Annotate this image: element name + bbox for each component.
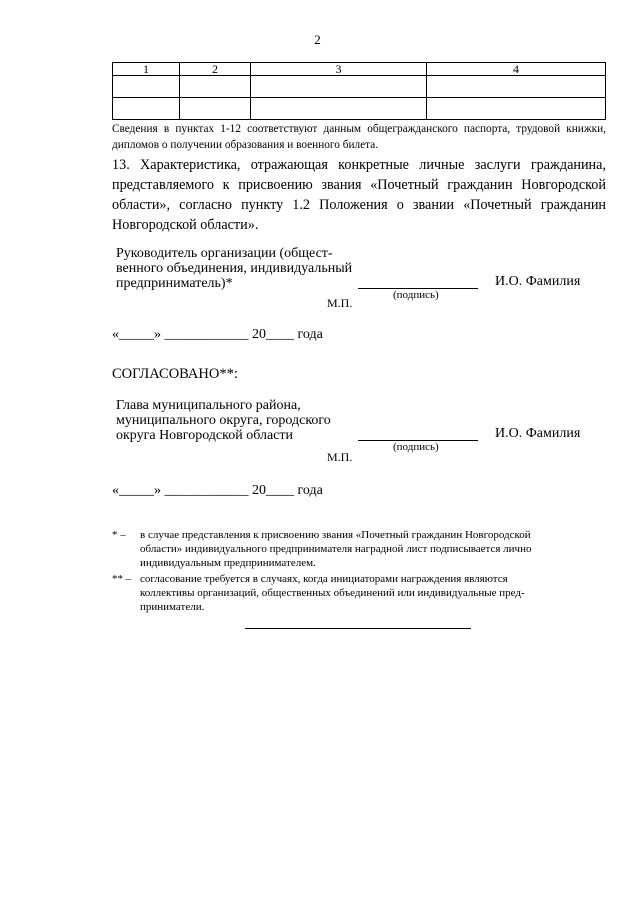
stamp-place: М.П.	[327, 450, 353, 464]
stamp-place: М.П.	[327, 296, 353, 310]
footnote-line: согласование требуется в случаях, когда инициаторами награждения являются	[140, 573, 508, 585]
table-header-cell: 3	[251, 63, 427, 76]
org-head-title	[116, 246, 366, 291]
table-cell	[427, 76, 606, 98]
footnote-line: области» индивидуального предпринимателя наградной лист подписывается лично	[140, 543, 532, 555]
table-cell	[251, 98, 427, 120]
date-line: «_____» ____________ 20____ года	[112, 483, 323, 498]
footnote-mark: * –	[112, 529, 126, 541]
signer-name: И.О. Фамилия	[495, 274, 581, 289]
footnote-text	[140, 572, 600, 614]
title-line: Руководитель организации (общест-	[116, 246, 333, 261]
page-number: 2	[314, 32, 321, 47]
district-head-title	[116, 398, 366, 443]
table-cell	[180, 98, 251, 120]
table-header-row	[113, 63, 606, 76]
table-note: Сведения в пунктах 1-12 соответствуют данным общегражданского паспорта, трудовой книжки, дипломов о получении образования и военного билета.	[112, 123, 606, 151]
table-row	[113, 76, 606, 98]
item-13-paragraph: 13. Характеристика, отражающая конкретные личные заслуги гражданина, представляемого к присвоению звания «Почетный гражданин Новгородской области», согласно пункту 1.2 Положения о звании «Почетный гражданин Новгородской области».	[112, 157, 606, 233]
title-line: предприниматель)*	[116, 276, 233, 291]
signature-caption: (подпись)	[393, 441, 439, 453]
date-line: «_____» ____________ 20____ года	[112, 327, 323, 342]
approved-heading: СОГЛАСОВАНО**:	[112, 366, 238, 382]
table-header-cell: 4	[427, 63, 606, 76]
footnote-mark: ** –	[112, 573, 132, 585]
table-cell	[180, 76, 251, 98]
info-table	[112, 62, 606, 120]
title-line: Глава муниципального района,	[116, 398, 301, 413]
footnote-line: в случае представления к присвоению звания «Почетный гражданин Новгородской	[140, 529, 531, 541]
signature-caption: (подпись)	[393, 289, 439, 301]
table-header-cell: 1	[113, 63, 180, 76]
footnote-line: коллективы организаций, общественных объединений или индивидуальные пред-	[140, 587, 525, 599]
table-row	[113, 98, 606, 120]
title-line: венного объединения, индивидуальный	[116, 261, 353, 276]
table-cell	[113, 98, 180, 120]
footnote-line: индивидуальным предпринимателем.	[140, 557, 316, 569]
title-line: округа Новгородской области	[116, 428, 294, 443]
end-divider	[245, 628, 471, 629]
table-cell	[427, 98, 606, 120]
table-cell	[113, 76, 180, 98]
footnote-text	[140, 528, 600, 570]
title-line: муниципального округа, городского	[116, 413, 331, 428]
table-cell	[251, 76, 427, 98]
table-header-cell: 2	[180, 63, 251, 76]
footnote-line: приниматели.	[140, 601, 205, 613]
signer-name: И.О. Фамилия	[495, 426, 581, 441]
